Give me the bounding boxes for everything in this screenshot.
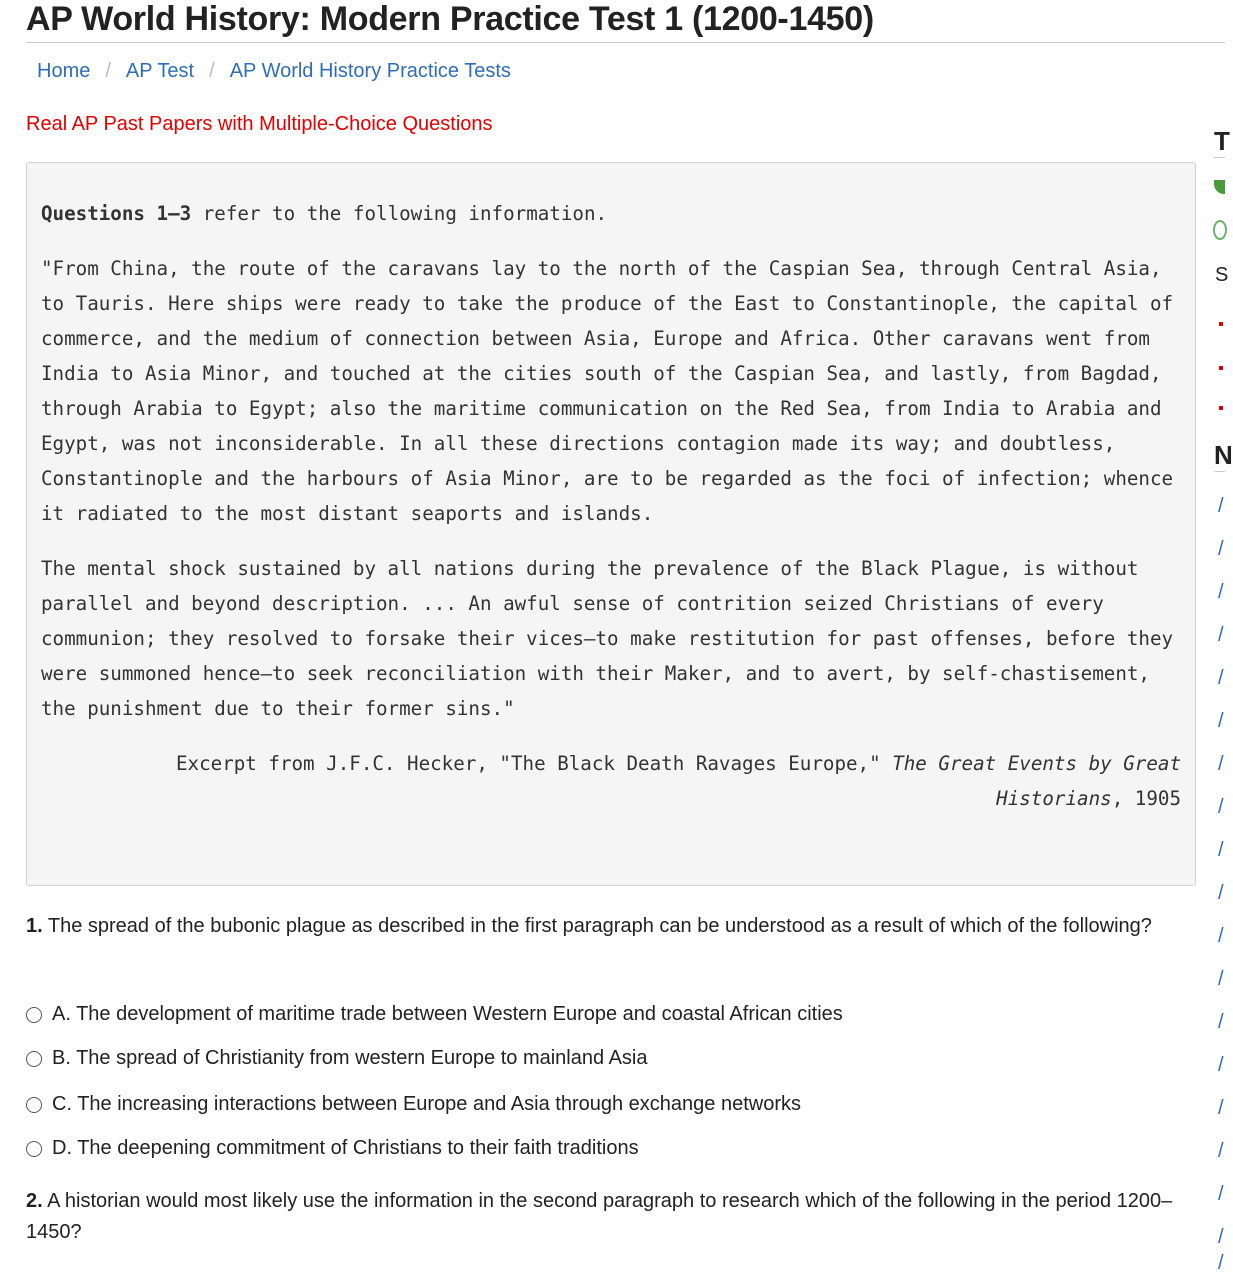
sidebar-leaf-icon [1214,180,1225,194]
breadcrumb-ap-test-link[interactable]: AP Test [125,60,195,82]
sidebar-link-fragment[interactable]: / [1218,1011,1224,1033]
sidebar-link-fragment[interactable]: / [1218,710,1224,732]
title-divider [26,42,1225,43]
sidebar-link-fragment[interactable]: / [1218,581,1224,603]
sidebar-link-fragment[interactable]: / [1218,1054,1224,1076]
sidebar-bullet-icon [1219,366,1223,370]
citation-source-title: The Great Events by Great Historians [892,752,1181,810]
question-1-number: 1. [26,915,43,937]
option-label: A. The development of maritime trade between Western Europe and coastal African cities [52,1003,843,1025]
sidebar-link-fragment[interactable]: / [1218,839,1224,861]
sidebar-link-fragment[interactable]: / [1218,538,1224,560]
page-title: AP World History: Modern Practice Test 1 (1200-1450) [26,0,874,38]
passage-intro [41,196,1181,231]
sidebar-divider [1214,157,1225,158]
past-papers-link[interactable]: Real AP Past Papers with Multiple-Choice Questions [26,113,493,135]
passage-box [26,162,1196,886]
passage-paragraph-2: The mental shock sustained by all nations during the prevalence of the Black Plague, is without parallel and beyond description. ... An awful sense of contrition seized Christians of every communion; they resolved to forsake their vices—to make restitution for past offenses, before they were summoned hence—to seek reconciliation with their Maker, and to avert, by self-chastisement, the punishment due to their former sins." [41,557,1174,720]
option-label: B. The spread of Christianity from western Europe to mainland Asia [52,1047,648,1069]
sidebar-divider [1214,471,1225,472]
question-1 [26,911,1196,942]
question-1-option-d[interactable] [26,1137,639,1160]
question-2-text: A historian would most likely use the information in the second paragraph to research which of the following in the period 1200–1450? [26,1190,1173,1243]
sidebar-link-fragment[interactable]: / [1218,796,1224,818]
breadcrumb-separator: / [105,60,111,82]
radio-button[interactable] [26,1051,42,1067]
question-1-option-b[interactable] [26,1047,647,1070]
question-1-text: The spread of the bubonic plague as described in the first paragraph can be understood as a result of which of the following? [42,915,1152,937]
sidebar-link-fragment[interactable]: / [1218,667,1224,689]
sidebar-label: S [1215,264,1229,286]
sidebar-link-fragment[interactable]: / [1218,925,1224,947]
sidebar-heading-bottom: N [1214,440,1233,470]
radio-button[interactable] [26,1007,42,1023]
sidebar-link-fragment[interactable]: / [1218,624,1224,646]
question-1-option-c[interactable] [26,1093,801,1116]
radio-button[interactable] [26,1141,42,1157]
option-label: C. The increasing interactions between Europe and Asia through exchange networks [52,1093,801,1115]
passage-paragraph-1: "From China, the route of the caravans lay to the north of the Caspian Sea, through Central Asia, to Tauris. Here ships were ready to take the produce of the East to Constantinople, the capital of commerce, and the medium of connection between Asia, Europe and Africa. Other caravans went from India to Asia Minor, and touched at the cities south of the Caspian Sea, and lastly, from Bagdad, through Arabia to Egypt; also the maritime communication on the Red Sea, from India to Arabia and Egypt, was not inconsiderable. In all these directions contagion made its way; and doubtless, Constantinople and the harbours of Asia Minor, are to be regarded as the foci of infection; whence it radiated to the most distant seaports and islands. [41,257,1174,525]
sidebar-link-fragment[interactable]: / [1218,1226,1224,1248]
question-2 [26,1186,1196,1248]
sidebar-link-fragment[interactable]: / [1218,495,1224,517]
sidebar-heading-top: T [1214,126,1230,156]
citation-year: , 1905 [1111,787,1181,810]
sidebar-link-fragment[interactable]: / [1218,1183,1224,1205]
sidebar-link-fragment[interactable]: / [1218,1140,1224,1162]
radio-button[interactable] [26,1097,42,1113]
breadcrumb [37,60,511,83]
sidebar-link-fragment[interactable]: / [1218,1097,1224,1119]
sidebar-link-fragment[interactable]: / [1218,753,1224,775]
passage-intro-bold: Questions 1–3 [41,202,192,225]
breadcrumb-separator: / [209,60,215,82]
breadcrumb-world-history-link[interactable]: AP World History Practice Tests [229,60,511,82]
passage-citation [41,746,1181,816]
breadcrumb-home-link[interactable]: Home [37,60,91,82]
citation-text: Excerpt from J.F.C. Hecker, "The Black Death Ravages Europe," [175,752,893,775]
question-1-option-a[interactable] [26,1003,843,1026]
sidebar-globe-icon [1213,220,1227,240]
sidebar-bullet-icon [1219,406,1223,410]
sidebar-bullet-icon [1219,322,1223,326]
sidebar-link-fragment[interactable]: / [1218,1252,1224,1274]
question-2-number: 2. [26,1190,43,1212]
option-label: D. The deepening commitment of Christians to their faith traditions [52,1137,639,1159]
passage-intro-text: refer to the following information. [191,202,608,225]
sidebar-link-fragment[interactable]: / [1218,882,1224,904]
sidebar-link-fragment[interactable]: / [1218,968,1224,990]
